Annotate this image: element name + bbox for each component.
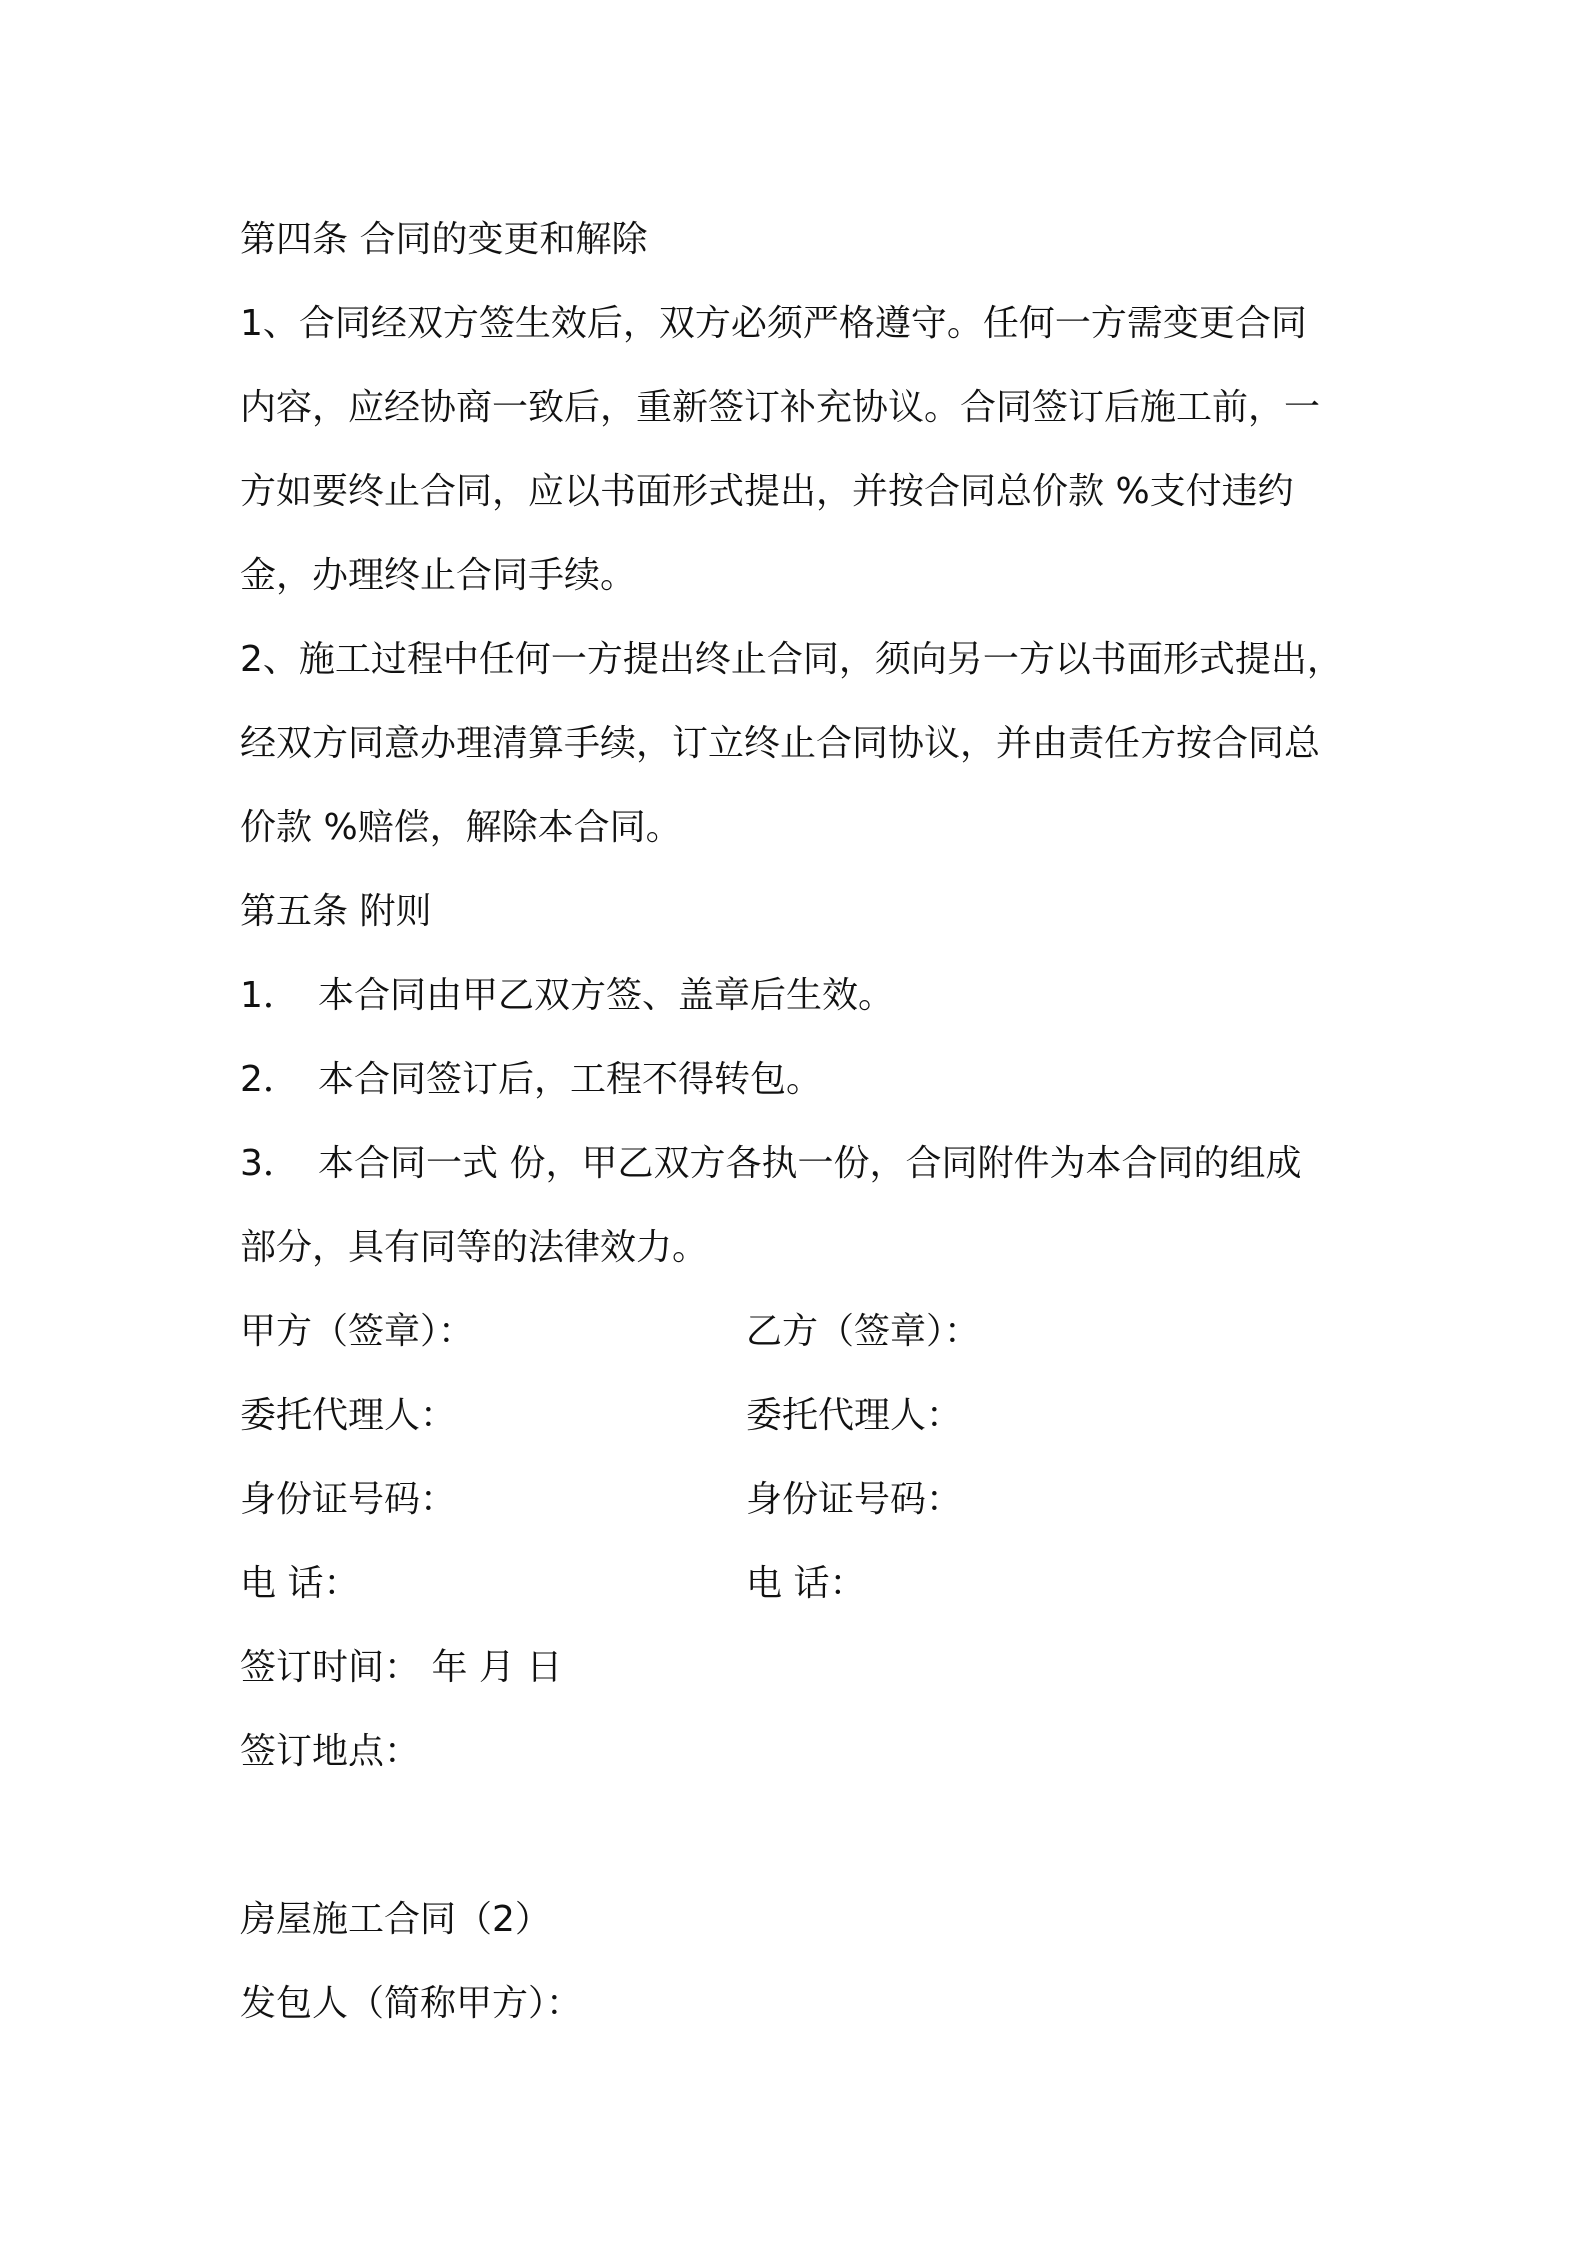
text-line: 方如要终止合同，应以书面形式提出，并按合同总价款 %支付违约 [240,471,1294,512]
contractor-label: 发包人（简称甲方）： [240,1983,583,2024]
item-text: 本合同由甲乙双方签、盖章后生效。 [318,975,895,1016]
party-b-sign-label: 乙方（签章）： [746,1311,981,1352]
party-b-agent-label: 委托代理人： [746,1395,963,1436]
article-5-item-3-continued: 部分，具有同等的法律效力。 [240,1227,709,1268]
article-5-heading: 第五条 附则 [240,891,432,932]
article-4-heading: 第四条 合同的变更和解除 [240,219,648,260]
signature-row-phone [240,1542,1380,1626]
item-number: 3． [240,1143,299,1184]
item-number: 1． [240,975,299,1016]
article-5-item-2 [240,1038,1380,1122]
next-contract-title: 房屋施工合同（2） [240,1899,551,1940]
signature-row-sign [240,1290,1380,1374]
signature-row-id [240,1458,1380,1542]
text-line: 金，办理终止合同手续。 [240,555,637,596]
article-4-clause-2 [240,618,1380,870]
text-line: 经双方同意办理清算手续，订立终止合同协议，并由责任方按合同总 [240,723,1321,764]
sign-time-label: 签订时间： 年 月 日 [240,1647,563,1688]
text-line: 价款 %赔偿，解除本合同。 [240,807,682,848]
article-4-clause-1 [240,282,1380,618]
item-number: 2． [240,1059,299,1100]
party-b-phone-label: 电 话： [746,1563,866,1604]
party-a-phone-label: 电 话： [240,1563,360,1604]
text-line: 2、施工过程中任何一方提出终止合同，须向另一方以书面形式提出， [240,639,1343,680]
text-line: 1、合同经双方签生效后，双方必须严格遵守。任何一方需变更合同 [240,303,1307,344]
text-line: 内容，应经协商一致后，重新签订补充协议。合同签订后施工前，一 [240,387,1321,428]
document-page [240,198,1380,2046]
spacer [240,1794,1380,1878]
article-5-item-1 [240,954,1380,1038]
signature-row-agent [240,1374,1380,1458]
party-a-id-label: 身份证号码： [240,1479,457,1520]
party-b-id-label: 身份证号码： [746,1479,963,1520]
article-5-item-3 [240,1122,1380,1206]
item-text: 本合同一式 份，甲乙双方各执一份，合同附件为本合同的组成 [318,1143,1302,1184]
item-text: 本合同签订后，工程不得转包。 [318,1059,823,1100]
party-a-sign-label: 甲方（签章）： [240,1311,475,1352]
party-a-agent-label: 委托代理人： [240,1395,457,1436]
sign-place-label: 签订地点： [240,1731,421,1772]
